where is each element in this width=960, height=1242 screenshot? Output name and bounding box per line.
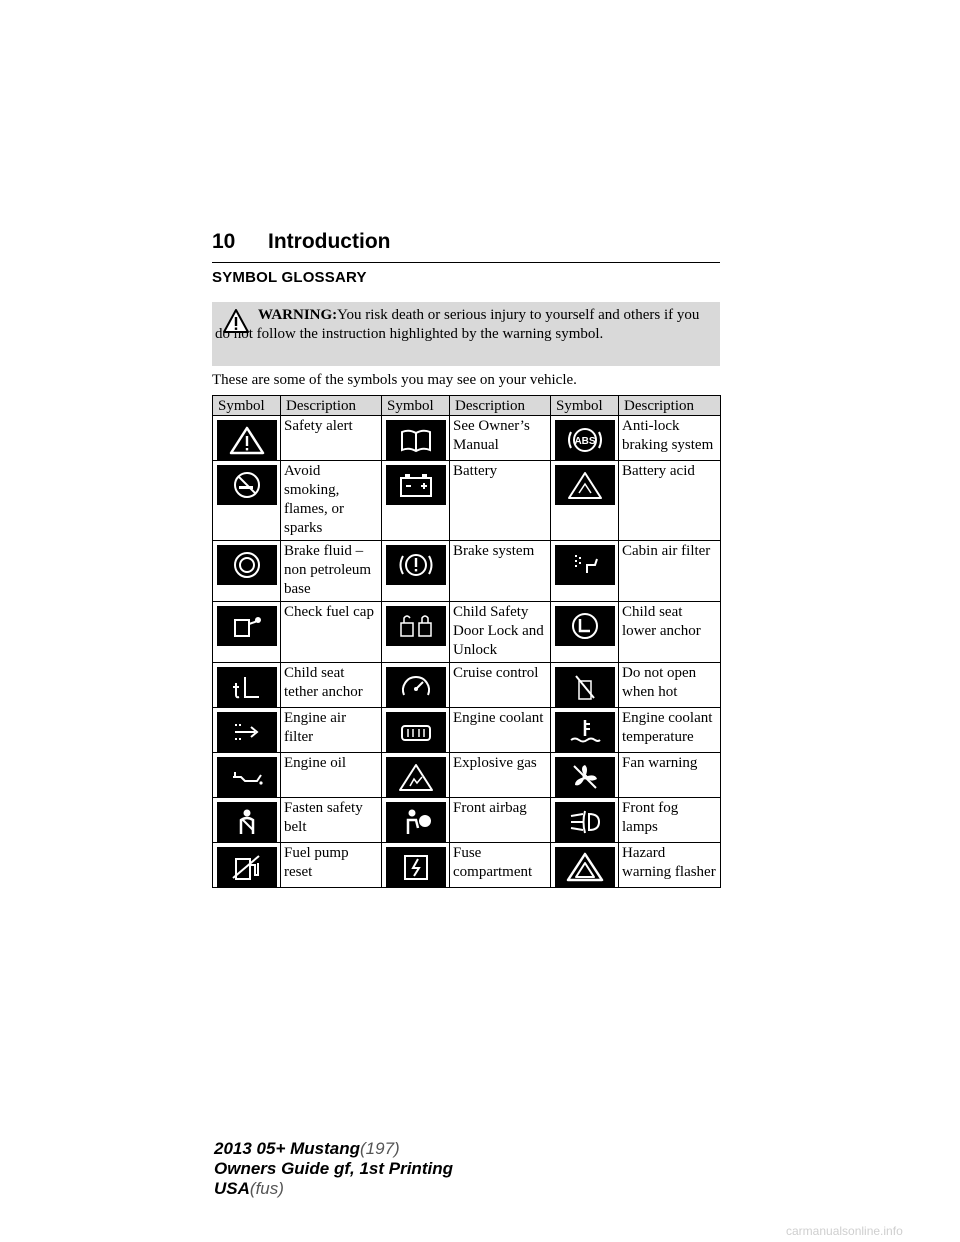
symbol-cell <box>382 663 450 708</box>
description-cell: Front airbag <box>450 798 551 843</box>
battery-icon <box>386 465 446 505</box>
symbol-cell <box>382 798 450 843</box>
description-cell: Engine coolant temperature <box>619 708 721 753</box>
engine-oil-icon <box>217 757 277 797</box>
header-symbol-1: Symbol <box>213 396 281 416</box>
header-description-2: Description <box>450 396 551 416</box>
brake-fluid-icon <box>217 545 277 585</box>
child-seat-tether-icon <box>217 667 277 707</box>
description-cell: Safety alert <box>281 416 382 461</box>
front-airbag-icon <box>386 802 446 842</box>
page-number: 10 <box>212 230 236 253</box>
chapter-title: Introduction <box>268 230 391 253</box>
table-row <box>213 602 721 663</box>
symbol-cell <box>213 798 281 843</box>
engine-air-filter-icon <box>217 712 277 752</box>
fuse-compartment-icon <box>386 847 446 887</box>
symbol-cell <box>551 602 619 663</box>
front-fog-lamps-icon <box>555 802 615 842</box>
table-row <box>213 461 721 541</box>
description-cell: Engine air filter <box>281 708 382 753</box>
warning-label: WARNING: <box>258 307 338 323</box>
abs-icon <box>555 420 615 460</box>
page-header <box>212 230 720 263</box>
do-not-open-hot-icon <box>555 667 615 707</box>
table-header-row <box>213 396 721 416</box>
symbol-cell <box>213 416 281 461</box>
table-row <box>213 708 721 753</box>
table-row <box>213 541 721 602</box>
safety-alert-icon <box>217 420 277 460</box>
description-cell: Do not open when hot <box>619 663 721 708</box>
description-cell: Fan warning <box>619 753 721 798</box>
coolant-temperature-icon <box>555 712 615 752</box>
symbol-cell <box>551 541 619 602</box>
section-title: SYMBOL GLOSSARY <box>212 269 367 286</box>
description-cell: Front fog lamps <box>619 798 721 843</box>
description-cell: Child Safety Door Lock and Unlock <box>450 602 551 663</box>
seat-belt-icon <box>217 802 277 842</box>
symbol-glossary-table <box>212 395 721 888</box>
description-cell: Cabin air filter <box>619 541 721 602</box>
description-cell: Explosive gas <box>450 753 551 798</box>
footer-region-code: (fus) <box>249 1179 284 1198</box>
footer-region: USA <box>214 1179 250 1198</box>
table-row <box>213 663 721 708</box>
symbol-cell <box>382 541 450 602</box>
child-seat-anchor-icon <box>555 606 615 646</box>
symbol-cell <box>213 541 281 602</box>
symbol-cell <box>382 416 450 461</box>
symbol-cell <box>213 843 281 888</box>
description-cell: Check fuel cap <box>281 602 382 663</box>
symbol-cell <box>213 753 281 798</box>
description-cell: Fuse compartment <box>450 843 551 888</box>
warning-box <box>212 302 720 366</box>
battery-acid-icon <box>555 465 615 505</box>
description-cell: Engine coolant <box>450 708 551 753</box>
symbol-cell <box>213 708 281 753</box>
description-cell: Avoid smoking, flames, or sparks <box>281 461 382 541</box>
symbol-cell <box>551 843 619 888</box>
table-row <box>213 416 721 461</box>
symbol-cell <box>551 798 619 843</box>
header-description-3: Description <box>619 396 721 416</box>
symbol-cell <box>551 461 619 541</box>
header-description-1: Description <box>281 396 382 416</box>
footer <box>214 1139 453 1199</box>
symbol-cell <box>382 843 450 888</box>
table-row <box>213 753 721 798</box>
description-cell: Child seat lower anchor <box>619 602 721 663</box>
symbol-cell <box>213 461 281 541</box>
warning-message: You risk death or serious injury to yourself and others if you do not follow the instruction highlighted by the warning symbol. <box>215 307 700 342</box>
check-fuel-cap-icon <box>217 606 277 646</box>
svg-text:ABS: ABS <box>574 436 596 447</box>
description-cell: Brake fluid – non petroleum base <box>281 541 382 602</box>
description-cell: Fasten safety belt <box>281 798 382 843</box>
brake-system-icon <box>386 545 446 585</box>
no-smoking-icon <box>217 465 277 505</box>
explosive-gas-icon <box>386 757 446 797</box>
description-cell: Hazard warning flasher <box>619 843 721 888</box>
symbol-cell <box>551 753 619 798</box>
footer-model: 2013 05+ Mustang <box>214 1139 360 1158</box>
watermark: carmanualsonline.info <box>786 1224 903 1238</box>
warning-text <box>215 306 711 344</box>
description-cell: Battery <box>450 461 551 541</box>
child-safety-lock-icon <box>386 606 446 646</box>
description-cell: Engine oil <box>281 753 382 798</box>
symbol-cell <box>213 602 281 663</box>
symbol-cell <box>551 708 619 753</box>
symbol-cell <box>382 753 450 798</box>
symbol-cell <box>213 663 281 708</box>
hazard-flasher-icon <box>555 847 615 887</box>
owners-manual-icon <box>386 420 446 460</box>
footer-model-code: (197) <box>360 1139 400 1158</box>
engine-coolant-icon <box>386 712 446 752</box>
symbol-cell <box>551 663 619 708</box>
table-row <box>213 843 721 888</box>
header-symbol-3: Symbol <box>551 396 619 416</box>
cruise-control-icon <box>386 667 446 707</box>
description-cell: Child seat tether anchor <box>281 663 382 708</box>
symbol-cell <box>382 708 450 753</box>
description-cell: Cruise control <box>450 663 551 708</box>
cabin-air-filter-icon <box>555 545 615 585</box>
description-cell: Battery acid <box>619 461 721 541</box>
description-cell: Fuel pump reset <box>281 843 382 888</box>
header-symbol-2: Symbol <box>382 396 450 416</box>
fuel-pump-reset-icon <box>217 847 277 887</box>
fan-warning-icon <box>555 757 615 797</box>
description-cell: See Owner’s Manual <box>450 416 551 461</box>
footer-guide: Owners Guide gf, 1st Printing <box>214 1159 453 1178</box>
symbol-cell <box>382 461 450 541</box>
intro-text: These are some of the symbols you may see on your vehicle. <box>212 372 577 388</box>
symbol-cell <box>382 602 450 663</box>
table-row <box>213 798 721 843</box>
symbol-cell <box>551 416 619 461</box>
description-cell: Brake system <box>450 541 551 602</box>
description-cell: Anti-lock braking system <box>619 416 721 461</box>
